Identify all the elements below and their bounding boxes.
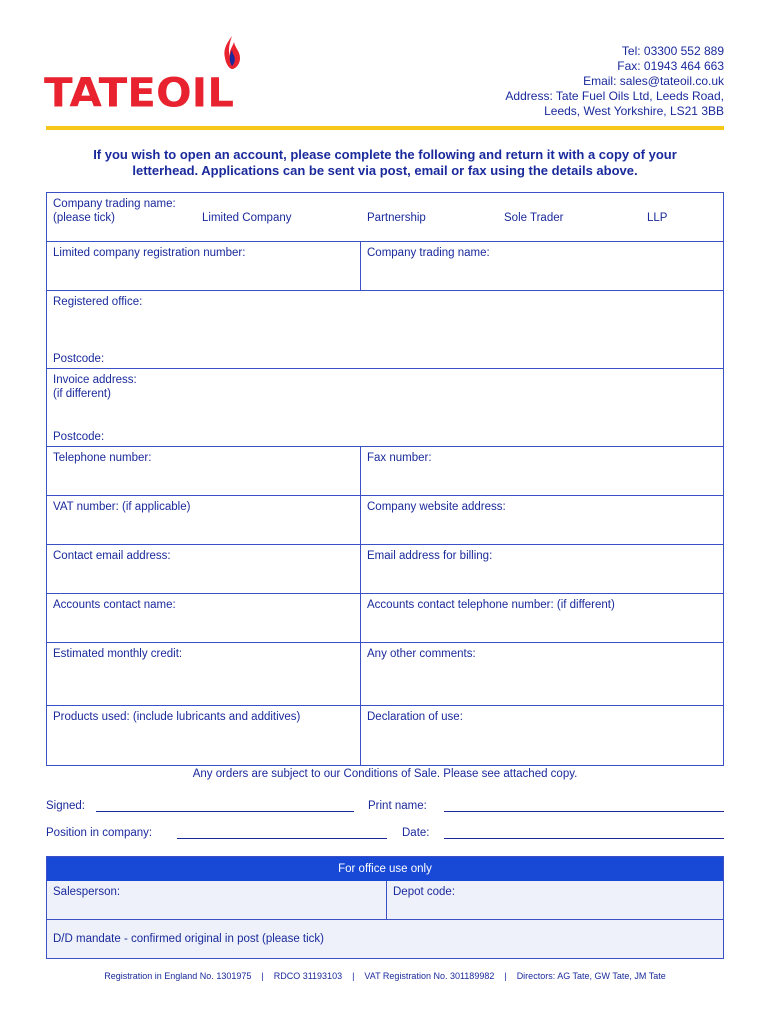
footer-separator: | bbox=[352, 971, 355, 981]
contact-email-field[interactable] bbox=[47, 545, 360, 593]
contact-email-label: Contact email address: bbox=[53, 550, 171, 562]
registered-office-label: Registered office: bbox=[53, 296, 143, 308]
trading-type-cell[interactable] bbox=[47, 193, 723, 241]
footer-registration: Registration in England No. 1301975 bbox=[104, 971, 252, 981]
signed-line[interactable] bbox=[96, 811, 354, 812]
intro-line-1: If you wish to open an account, please complete the following and return it with a copy of your bbox=[93, 147, 677, 162]
telephone-field[interactable] bbox=[47, 447, 360, 495]
option-partnership[interactable]: Partnership bbox=[367, 212, 426, 224]
dd-mandate-label: D/D mandate - confirmed original in post (please tick) bbox=[53, 933, 325, 945]
intro-text bbox=[46, 147, 724, 179]
address-line-1: Address: Tate Fuel Oils Ltd, Leeds Road, bbox=[505, 89, 724, 103]
footer-separator: | bbox=[261, 971, 264, 981]
trading-type-row bbox=[47, 193, 723, 241]
footer-separator: | bbox=[504, 971, 507, 981]
email-row bbox=[47, 544, 723, 593]
products-row bbox=[47, 705, 723, 765]
option-sole-trader[interactable]: Sole Trader bbox=[504, 212, 564, 224]
print-name-label: Print name: bbox=[368, 800, 427, 812]
footer bbox=[46, 971, 724, 981]
depot-code-label: Depot code: bbox=[393, 886, 456, 898]
print-name-line[interactable] bbox=[444, 811, 724, 812]
invoice-address-label: Invoice address: bbox=[53, 374, 137, 386]
telephone-label: Telephone number: bbox=[53, 452, 152, 464]
flame-icon bbox=[222, 36, 242, 70]
company-trading-name-field[interactable] bbox=[360, 242, 723, 290]
application-form bbox=[46, 192, 724, 766]
billing-email-field[interactable] bbox=[360, 545, 723, 593]
registration-row bbox=[47, 241, 723, 290]
registered-office-row bbox=[47, 290, 723, 368]
signed-label: Signed: bbox=[46, 800, 86, 812]
monthly-credit-field[interactable] bbox=[47, 643, 360, 705]
footer-vat: VAT Registration No. 301189982 bbox=[364, 971, 495, 981]
header-divider bbox=[46, 126, 724, 130]
salesperson-label: Salesperson: bbox=[53, 886, 121, 898]
invoice-postcode-label: Postcode: bbox=[53, 431, 105, 443]
phone-row bbox=[47, 446, 723, 495]
products-used-field[interactable] bbox=[47, 706, 360, 765]
email-line[interactable]: Email: sales@tateoil.co.uk bbox=[583, 74, 724, 88]
registered-postcode-label: Postcode: bbox=[53, 353, 105, 365]
invoice-address-field[interactable] bbox=[47, 369, 723, 446]
telephone-line: Tel: 03300 552 889 bbox=[621, 44, 724, 58]
position-label: Position in company: bbox=[46, 827, 153, 839]
logo-wordmark: TATEOIL bbox=[44, 69, 235, 116]
office-use-header: For office use only bbox=[47, 857, 723, 881]
trading-type-options bbox=[47, 211, 723, 225]
fax-label: Fax number: bbox=[367, 452, 432, 464]
vat-label: VAT number: (if applicable) bbox=[53, 501, 191, 513]
invoice-if-different-label: (if different) bbox=[53, 388, 111, 400]
products-used-label: Products used: (include lubricants and additives) bbox=[53, 711, 301, 723]
company-trading-name-label: Company trading name: bbox=[367, 247, 490, 259]
accounts-phone-label: Accounts contact telephone number: (if different) bbox=[367, 599, 615, 611]
fax-line: Fax: 01943 464 663 bbox=[617, 59, 724, 73]
trading-name-label: Company trading name: bbox=[53, 198, 176, 210]
declaration-label: Declaration of use: bbox=[367, 711, 463, 723]
declaration-field[interactable] bbox=[360, 706, 723, 765]
footer-directors: Directors: AG Tate, GW Tate, JM Tate bbox=[516, 971, 666, 981]
position-line[interactable] bbox=[177, 838, 387, 839]
dd-mandate-field[interactable] bbox=[47, 920, 723, 958]
date-line[interactable] bbox=[444, 838, 724, 839]
salesperson-field[interactable] bbox=[47, 881, 386, 919]
website-field[interactable] bbox=[360, 496, 723, 544]
footer-rdco: RDCO 31193103 bbox=[273, 971, 343, 981]
office-row-2 bbox=[47, 919, 723, 958]
office-row-1 bbox=[47, 881, 723, 919]
billing-email-label: Email address for billing: bbox=[367, 550, 493, 562]
registered-office-field[interactable] bbox=[47, 291, 723, 368]
date-label: Date: bbox=[402, 827, 430, 839]
fax-field[interactable] bbox=[360, 447, 723, 495]
monthly-credit-label: Estimated monthly credit: bbox=[53, 648, 183, 660]
option-llp[interactable]: LLP bbox=[647, 212, 668, 224]
ltd-reg-number-label: Limited company registration number: bbox=[53, 247, 246, 259]
accounts-phone-field[interactable] bbox=[360, 594, 723, 642]
tateoil-logo bbox=[44, 34, 284, 114]
intro-line-2: letterhead. Applications can be sent via post, email or fax using the details above. bbox=[132, 163, 638, 178]
option-limited-company[interactable]: Limited Company bbox=[202, 212, 292, 224]
depot-code-field[interactable] bbox=[386, 881, 723, 919]
vat-row bbox=[47, 495, 723, 544]
accounts-row bbox=[47, 593, 723, 642]
contact-details bbox=[505, 44, 724, 119]
ltd-reg-number-field[interactable] bbox=[47, 242, 360, 290]
other-comments-label: Any other comments: bbox=[367, 648, 476, 660]
office-use-box bbox=[46, 856, 724, 959]
other-comments-field[interactable] bbox=[360, 643, 723, 705]
website-label: Company website address: bbox=[367, 501, 506, 513]
address-line-2: Leeds, West Yorkshire, LS21 3BB bbox=[544, 104, 724, 118]
please-tick-label: (please tick) bbox=[53, 212, 115, 224]
accounts-contact-label: Accounts contact name: bbox=[53, 599, 176, 611]
credit-row bbox=[47, 642, 723, 705]
conditions-note: Any orders are subject to our Conditions of Sale. Please see attached copy. bbox=[192, 768, 578, 780]
invoice-address-row bbox=[47, 368, 723, 446]
vat-field[interactable] bbox=[47, 496, 360, 544]
accounts-contact-field[interactable] bbox=[47, 594, 360, 642]
